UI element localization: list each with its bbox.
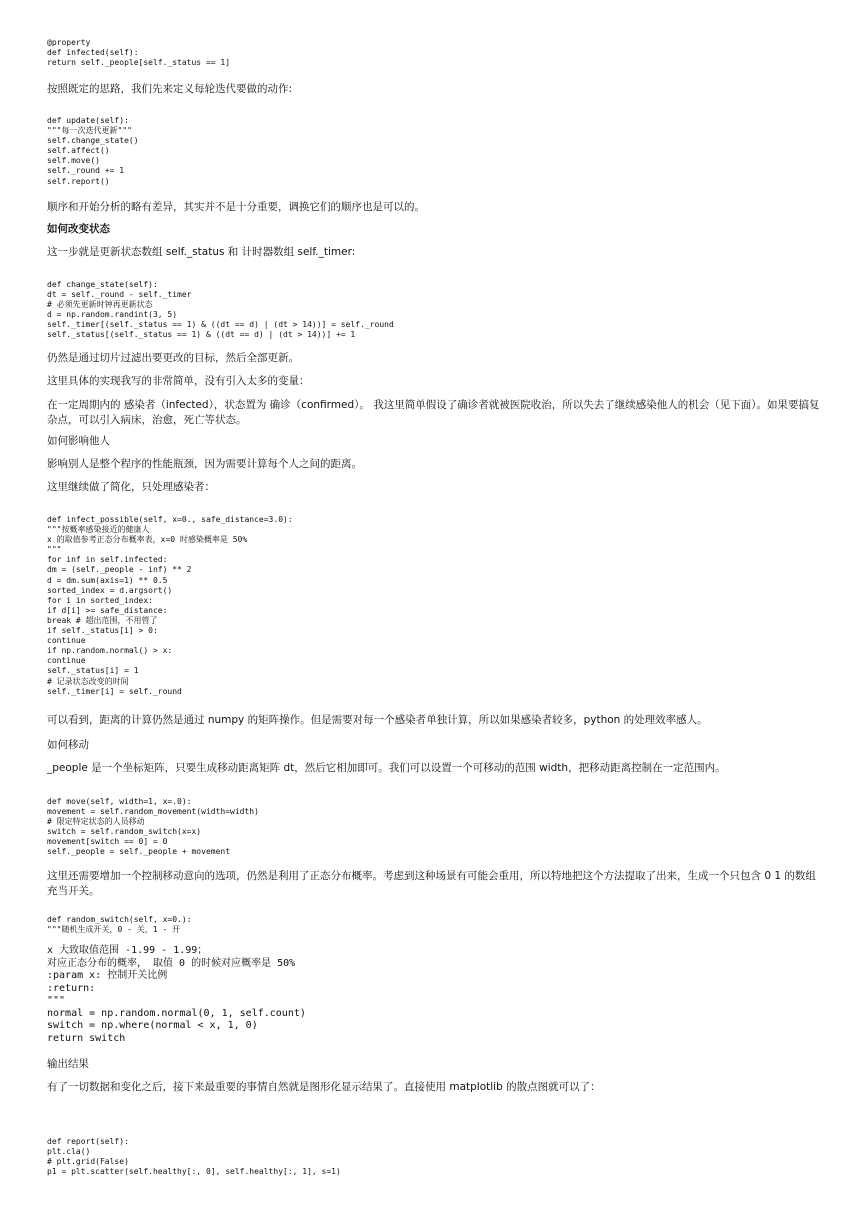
paragraph-people-matrix: _people 是一个坐标矩阵，只要生成移动距离矩阵 dt，然后它相加即可。我们可以设置一个可移动的范围 width，把移动距离控制在一定范围内。	[47, 762, 726, 774]
paragraph-update-intro: 按照既定的思路，我们先来定义每轮迭代要做的动作:	[47, 83, 293, 95]
paragraph-slice-filter: 仍然是通过切片过滤出要更改的目标，然后全部更新。	[47, 352, 299, 364]
paragraph-simplify: 这里继续做了简化，只处理感染者：	[47, 481, 215, 493]
code-block-update: def update(self): """每一次迭代更新""" self.change_state() self.affect() self.move() self._round += 1 self.report()	[47, 116, 139, 186]
paragraph-order-note: 顺序和开始分析的略有差异，其实并不是十分重要，调换它们的顺序也是可以的。	[47, 201, 425, 213]
paragraph-performance: 影响别人是整个程序的性能瓶颈，因为需要计算每个人之间的距离。	[47, 458, 362, 470]
heading-change-state: 如何改变状态	[47, 223, 110, 235]
code-block-change-state: def change_state(self): dt = self._round - self._timer # 必须先更新时钟再更新状态 d = np.random.randint(3, 5) self._timer[(self._status == 1) & ((dt == d) | (dt > 14))] = self._round self._status[(self._status == 1) & ((dt == d) | (dt > 14))] += 1	[47, 280, 394, 340]
heading-affect-others: 如何影响他人	[47, 435, 110, 447]
paragraph-switch-option: 这里还需要增加一个控制移动意向的选项，仍然是利用了正态分布概率。考虑到这种场景有可能会重用，所以特地把这个方法提取了出来，生成一个只包含 0 1 的数组充当开关。	[47, 870, 816, 897]
paragraph-simple-impl: 这里具体的实现我写的非常简单，没有引入太多的变量：	[47, 375, 310, 387]
code-block-random-switch: def random_switch(self, x=0.): """随机生成开关，0 - 关，1 - 开	[47, 915, 192, 935]
code-block-infected-property: @property def infected(self): return self._people[self._status == 1]	[47, 38, 231, 68]
code-block-move: def move(self, width=1, x=.0): movement = self.random_movement(width=width) # 限定特定状态的人员移动 switch = self.random_switch(x=x) movement[switch == 0] = 0 self._people = self._people + movement	[47, 797, 259, 857]
heading-move: 如何移动	[47, 739, 89, 751]
paragraph-matplotlib: 有了一切数据和变化之后，接下来最重要的事情自然就是图形化显示结果了。直接使用 matplotlib 的散点图就可以了：	[47, 1081, 601, 1093]
paragraph-status-timer: 这一步就是更新状态数组 self._status 和 计时器数组 self._timer:	[47, 246, 356, 258]
paragraph-infected-confirmed: 在一定周期内的 感染者（infected），状态置为 确诊（confirmed）。 我这里简单假设了确诊者就被医院收治，所以失去了继续感染他人的机会（见下面）。如果要搞复杂点，可以引入病床，治愈，死亡等状态。	[47, 399, 820, 426]
code-block-report: def report(self): plt.cla() # plt.grid(False) p1 = plt.scatter(self.healthy[:, 0], self.healthy[:, 1], s=1)	[47, 1137, 341, 1177]
code-block-random-switch-body: x 大致取值范围 -1.99 - 1.99； 对应正态分布的概率， 取值 0 的时候对应概率是 50% :param x: 控制开关比例 :return: """ normal = np.random.normal(0, 1, self.count) switch = np.where(normal < x, 1, 0) return switch	[47, 945, 306, 1044]
paragraph-numpy-distance: 可以看到，距离的计算仍然是通过 numpy 的矩阵操作。但是需要对每一个感染者单独计算，所以如果感染者较多，python 的处理效率感人。	[47, 714, 708, 726]
heading-output-results: 输出结果	[47, 1058, 89, 1070]
code-block-infect-possible: def infect_possible(self, x=0., safe_distance=3.0): """按概率感染接近的健康人 x 的取值参考正态分布概率表，x=0 时感染概率是 50% """ for inf in self.infected: dm = (self._people - inf) ** 2 d = dm.sum(axis=1) ** 0.5 sorted_index = d.argsort() for i in sorted_index: if d[i] >= safe_distance: break # 超出范围，不用管了 if self._status[i] > 0: continue if np.random.normal() > x: continue self._status[i] = 1 # 记录状态改变的时间 self._timer[i] = self._round	[47, 515, 293, 696]
